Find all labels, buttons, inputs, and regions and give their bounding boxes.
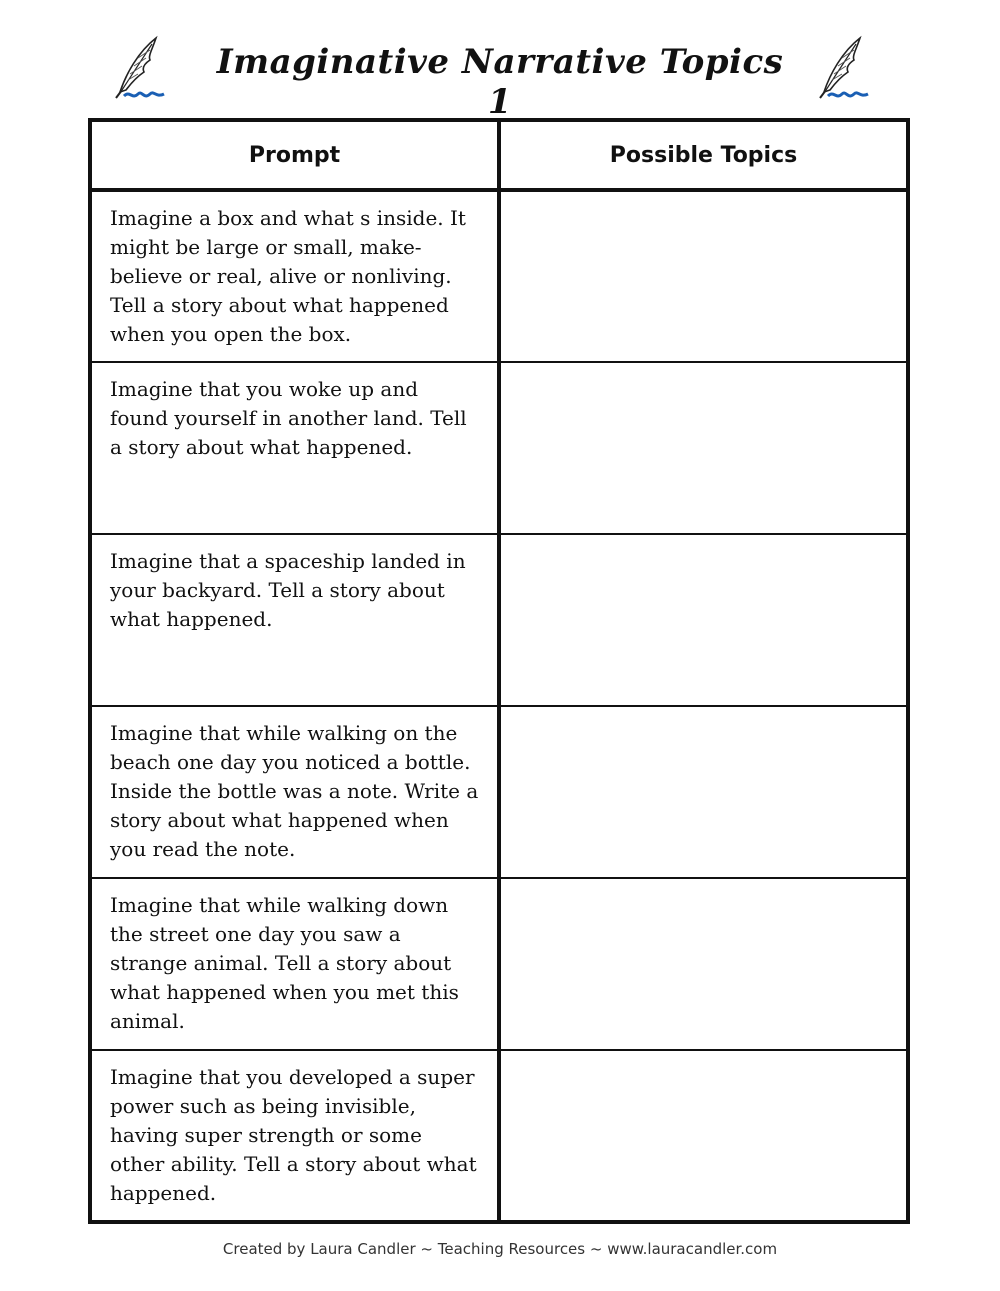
prompt-cell: Imagine that while walking down the street one day you saw a strange animal. Tell a story about what happened when you met this animal. <box>92 878 499 1050</box>
possible-topics-cell[interactable] <box>499 534 906 706</box>
quill-pen-icon <box>812 34 874 102</box>
possible-topics-cell[interactable] <box>499 706 906 878</box>
table-row <box>92 534 906 706</box>
prompt-cell: Imagine that while walking on the beach one day you noticed a bottle. Inside the bottle was a note. Write a story about what happened when you read the note. <box>92 706 499 878</box>
quill-pen-icon <box>108 34 170 102</box>
topics-table <box>88 118 910 1224</box>
prompt-cell: Imagine a box and what s inside. It might be large or small, make-believe or real, alive or nonliving. Tell a story about what happened when you open the box. <box>92 190 499 362</box>
page-title: Imaginative Narrative Topics 1 <box>216 42 784 122</box>
prompt-cell: Imagine that you woke up and found yourself in another land. Tell a story about what happened. <box>92 362 499 534</box>
footer-credit: Created by Laura Candler ~ Teaching Resources ~ www.lauracandler.com <box>222 1240 778 1258</box>
table-row <box>92 706 906 878</box>
worksheet-header <box>0 30 1000 122</box>
table-row <box>92 190 906 362</box>
possible-topics-cell[interactable] <box>499 190 906 362</box>
prompt-cell: Imagine that a spaceship landed in your backyard. Tell a story about what happened. <box>92 534 499 706</box>
column-header-possible-topics: Possible Topics <box>499 122 906 190</box>
table-row <box>92 1050 906 1222</box>
possible-topics-cell[interactable] <box>499 878 906 1050</box>
table-row <box>92 878 906 1050</box>
column-header-prompt: Prompt <box>92 122 499 190</box>
possible-topics-cell[interactable] <box>499 1050 906 1222</box>
possible-topics-cell[interactable] <box>499 362 906 534</box>
prompt-cell: Imagine that you developed a super power such as being invisible, having super strength or some other ability. Tell a story about what happened. <box>92 1050 499 1222</box>
table-header-row <box>92 122 906 190</box>
table-row <box>92 362 906 534</box>
